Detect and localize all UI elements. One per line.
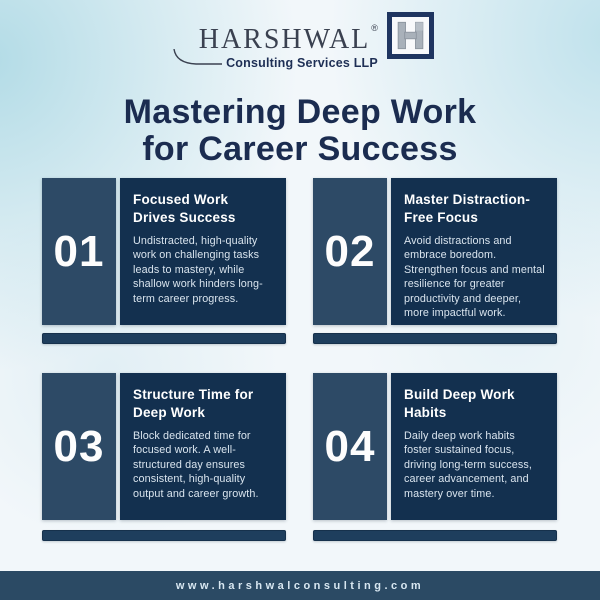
card-description: Undistracted, high-quality work on challenging tasks leads to mastery, while shallow work hinders long-term career progress.	[133, 235, 263, 305]
brand-header	[0, 10, 600, 70]
brand-name: HARSHWAL	[198, 24, 371, 55]
card-accent-bar	[42, 333, 286, 344]
card-number-panel	[42, 178, 116, 325]
deep-work-card-03	[42, 373, 286, 520]
page-title-line-1: Mastering Deep Work	[123, 93, 477, 131]
card-accent-bar	[313, 333, 557, 344]
card-description: Block dedicated time for focused work. A well-structured day ensures consistent, high-quality output and career growth.	[133, 430, 259, 500]
brand-tagline: Consulting Services LLP	[226, 56, 378, 70]
card-description: Avoid distractions and embrace boredom. Strengthen focus and mental resilience for greater productivity and deeper, more impactful work.	[404, 235, 545, 319]
registered-trademark: ®	[371, 23, 378, 33]
card-accent-bar	[313, 530, 557, 541]
card-content-panel	[391, 178, 557, 325]
card-title: Master Distraction-Free Focus	[404, 192, 531, 225]
company-logo-icon	[387, 12, 434, 59]
card-number: 02	[324, 226, 376, 276]
card-content-panel	[391, 373, 557, 520]
card-number: 03	[53, 421, 105, 471]
deep-work-card-04	[313, 373, 557, 520]
deep-work-card-02	[313, 178, 557, 325]
deep-work-card-01	[42, 178, 286, 325]
footer-bar	[0, 571, 600, 600]
card-title: Focused Work Drives Success	[133, 192, 236, 225]
card-number-panel	[313, 178, 387, 325]
card-number: 04	[324, 421, 376, 471]
card-number-panel	[42, 373, 116, 520]
page-title	[0, 94, 600, 168]
website-url: www.harshwalconsulting.com	[175, 579, 425, 592]
logo-h-glyph	[394, 19, 427, 52]
brand-text-block	[166, 23, 378, 70]
card-number-panel	[313, 373, 387, 520]
card-description: Daily deep work habits foster sustained focus, driving long-term success, career advancement, and mastery over time.	[404, 430, 533, 500]
card-accent-bar	[42, 530, 286, 541]
card-content-panel	[120, 373, 286, 520]
card-title: Structure Time for Deep Work	[133, 387, 254, 420]
swoosh-line	[166, 49, 224, 69]
card-number: 01	[53, 226, 105, 276]
card-title: Build Deep Work Habits	[404, 387, 515, 420]
page-title-line-2: for Career Success	[142, 130, 458, 168]
card-content-panel	[120, 178, 286, 325]
